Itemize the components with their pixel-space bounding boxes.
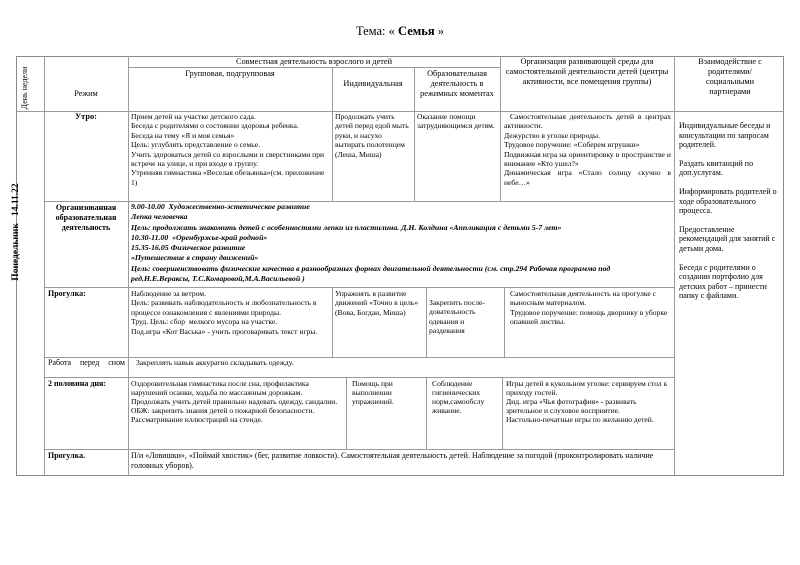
morning-individual: Продолжать учить детей перед едой мыть руки, и насухо вытирать полотенцем (Леша, Миша): [335, 112, 409, 159]
text-line: Учить здороваться детей со взрослыми и сверстниками при встрече на улице, и при входе в группу.: [131, 149, 327, 169]
text-line: Подвижная игра на ориентировку в пространстве и внимание «Кто ушел?»: [504, 149, 673, 169]
text-line: Цель: продолжать знакомить детей с особенностями лепки из пластилина. Д.Н. Колдина «Аппликация с детьми 5-7 лет»: [131, 222, 562, 232]
parents-item: Беседа с родителями о создании портфолио для детских работ – принести папку с файлами.: [679, 262, 769, 301]
organized-activity: [128, 201, 674, 285]
walk-individual: Упражнять в развитие движений «Точно в цель» (Вова, Богдан, Миша): [335, 289, 419, 317]
text-line: Лепка человечка: [131, 212, 188, 222]
text-line: 9.00-10.00 Художественно-эстетическое развитие: [131, 202, 310, 211]
text-line: Настольно-печатные игры по желанию детей.: [506, 415, 654, 424]
header-joint-activity: Совместная деятельность взрослого и детей: [235, 57, 393, 66]
text-line: Беседа на тему «Я и моя семья»: [131, 130, 235, 140]
header-individual: Индивидуальная: [343, 79, 403, 88]
header-regime: Режим: [74, 89, 98, 98]
organized-label: Организованная образовательная деятельность: [55, 203, 117, 232]
walk-group: [128, 288, 332, 337]
text-line: Цель: углублять представление о семье.: [131, 140, 261, 150]
text-line: Дежурство в уголке природы.: [504, 130, 601, 140]
afternoon-group: [128, 378, 346, 425]
title-suffix: »: [437, 24, 445, 38]
text-line: Цель: развивать наблюдательность и любознательность в процессе ознакомления с явлениями природы.: [131, 298, 319, 317]
evening-walk-label: Прогулка.: [48, 451, 86, 460]
text-line: 15.35-16.05 Физическое развитие: [131, 243, 246, 253]
walk-educational: Закрепить после-довательность одевания и раздевания: [429, 298, 485, 336]
text-line: Продолжать учить детей правильно надевать одежду, сандалии.: [131, 397, 338, 406]
walk-label: Прогулка:: [48, 289, 86, 298]
header-educational: Образовательная деятельность в режимных моментах: [420, 69, 494, 98]
text-line: Динамическая игра «Стало солнцу скучно в небе…»: [504, 168, 673, 187]
text-line: Цель: совершенствовать физические качества в разнообразных формах двигательной деятельности (см. стр.294 Рабочая программа под ред.Н.Е.Вераксы, Т.С.Комаровой,М.А.Васильевой ): [131, 263, 613, 284]
text-line: Рассматривание иллюстраций на стенде.: [131, 415, 263, 424]
walk-environment: [504, 288, 674, 328]
text-line: ОБЖ: закрепить знания детей о пожарной безопасности.: [131, 406, 315, 415]
text-line: Беседа с родителями о состоянии здоровья ребенка.: [131, 121, 299, 131]
before-sleep-label: Работа перед сном: [48, 358, 125, 367]
morning-educational: Оказание помощи затрудняющимся детям.: [417, 112, 495, 131]
header-parents: Взаимодействие с родителями/ социальными партнерами: [698, 57, 762, 96]
text-line: Дид. игра «Чья фотография» - развивать зрительное и слуховое восприятие.: [506, 397, 639, 415]
day-label: [9, 176, 23, 288]
text-line: 10.30-11.00 «Оренбуржье-край родной»: [131, 232, 268, 242]
text-line: Самостоятельная деятельность детей в центрах активности.: [504, 112, 673, 131]
before-sleep-text: Закреплять навык аккуратно складывать одежду.: [136, 358, 294, 367]
text-line: Труд. Цель: сбор мелкого мусора на участке.: [131, 317, 278, 327]
parents-item: Информировать родителей о ходе образовательного процесса.: [679, 186, 779, 216]
title-prefix: Тема: «: [355, 24, 395, 38]
parents-item: Предоставление рекомендаций для занятий с детьми дома.: [679, 224, 778, 253]
morning-label: Утро:: [75, 112, 97, 121]
header-environment: Организация развивающей среды для самостоятельной деятельности детей (центры активности, все помещения группы): [505, 57, 669, 86]
text-line: Трудовое поручение: помощь дворнику в уборке опавшей листвы.: [510, 307, 670, 327]
divider: [674, 56, 675, 476]
text-line: Игры детей в кукольном уголке: сервируем стол к приходу гостей.: [506, 379, 670, 397]
text-line: «Путешествие в страну движений»: [131, 253, 259, 263]
text-line: Утренняя гимнастика «Веселая обезьянка»(см. приложение 1): [131, 168, 327, 187]
day-name: Понедельник: [11, 223, 21, 281]
afternoon-individual: Помощь при выполнении упражнений.: [352, 379, 394, 406]
day-date: 14.11.22: [11, 183, 21, 217]
header-group: Групповая, подгрупповая: [185, 69, 275, 78]
afternoon-label: 2 половина дня:: [48, 379, 106, 388]
morning-environment: [500, 111, 674, 188]
morning-group: [128, 111, 332, 188]
evening-walk-text: П/и «Ловишки», «Поймай хвостик» (бег, развитие ловкости). Самостоятельная деятельность детей. Наблюдение за погодой (проконтролировать наличие головных уборов).: [131, 451, 654, 470]
text-line: Трудовое поручение: «Соберем игрушки»: [504, 140, 640, 150]
afternoon-environment: [502, 378, 674, 425]
text-line: Оздоровительная гимнастика после сна, профилактика нарушений осанки, ходьба по массажным дорожкам.: [131, 379, 311, 397]
title-topic: Семья: [394, 24, 438, 38]
text-line: Самостоятельная деятельность на прогулке с выносным материалом.: [510, 289, 658, 308]
parents-column: [676, 120, 784, 302]
text-line: Наблюдение за ветром.: [131, 289, 206, 298]
parents-item: Раздать квитанций по доп.услугам.: [679, 158, 756, 178]
afternoon-educational: Соблюдение гигиенических норм,самообслу живание.: [432, 379, 485, 415]
page-title: [0, 24, 800, 39]
text-line: Под.игра «Кот Васька» - учить проговаривать текст игры.: [131, 326, 318, 336]
text-line: Прием детей на участке детского сада.: [131, 112, 256, 121]
parents-item: Индивидуальные беседы и консультации по запросам родителей.: [679, 121, 773, 150]
header-day: День недели: [20, 66, 29, 110]
